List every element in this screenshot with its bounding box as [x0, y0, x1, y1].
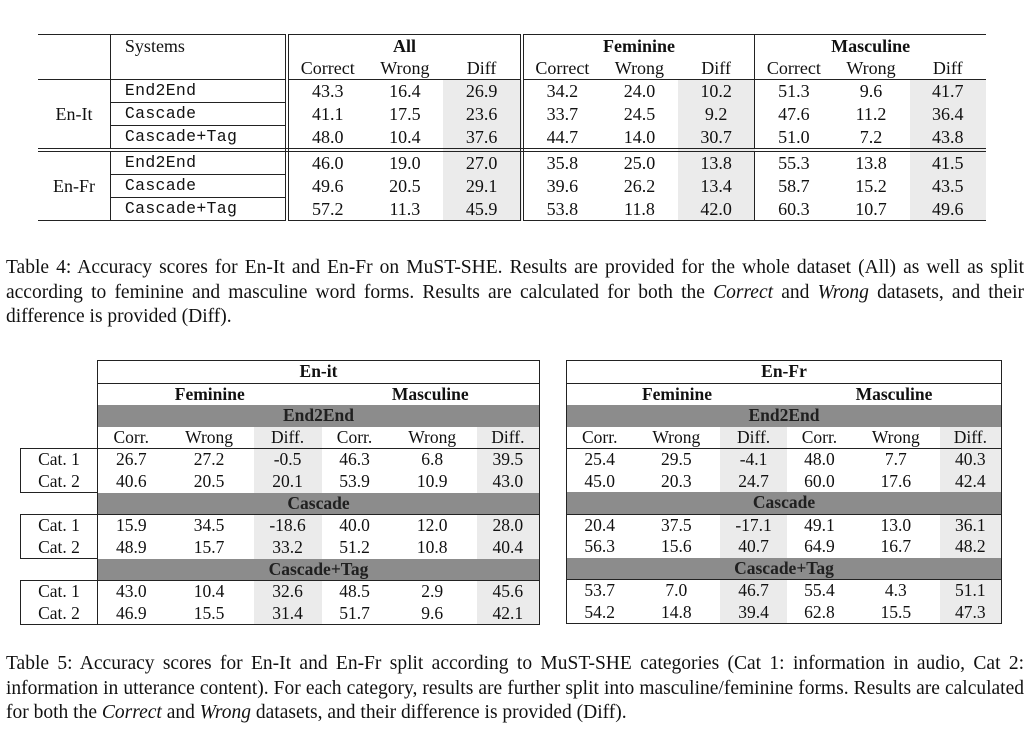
- table-row: [21, 515, 540, 537]
- value-cell: 40.3: [940, 449, 1002, 471]
- value-cell: 9.6: [833, 80, 910, 103]
- col-header: Wrong: [408, 426, 457, 447]
- value-cell: 36.1: [940, 514, 1002, 536]
- value-cell: 23.6: [443, 103, 521, 126]
- table-row: [38, 80, 986, 103]
- value-cell: 47.6: [778, 104, 810, 124]
- value-cell: 43.0: [477, 471, 540, 493]
- col-header: Corr.: [801, 426, 838, 447]
- value-cell: 15.9: [98, 515, 165, 537]
- section-name: Cascade+Tag: [98, 559, 540, 581]
- value-cell: 15.6: [660, 536, 692, 556]
- value-cell: 7.7: [852, 449, 940, 471]
- value-cell: 42.4: [940, 471, 1002, 493]
- value-cell: 13.4: [678, 175, 755, 198]
- table-row: [567, 449, 1002, 471]
- value-cell: 48.2: [940, 536, 1002, 558]
- value-cell: 26.2: [623, 176, 656, 196]
- value-cell: 16.4: [366, 80, 443, 103]
- value-cell: 15.5: [852, 602, 940, 624]
- value-cell: 15.7: [193, 536, 225, 557]
- value-cell: 19.0: [389, 153, 421, 174]
- value-cell: 57.2: [287, 198, 366, 221]
- value-cell: 37.6: [443, 126, 521, 151]
- value-cell: 6.8: [388, 449, 477, 471]
- col-header: Wrong: [652, 426, 701, 447]
- table-row: [21, 471, 540, 493]
- value-cell: 29.5: [632, 449, 720, 471]
- system-name: End2End: [110, 80, 287, 103]
- value-cell: 41.5: [910, 150, 987, 175]
- value-cell: 53.7: [567, 580, 633, 602]
- col-header-row: [21, 427, 540, 449]
- empty-cell: [38, 35, 110, 58]
- value-cell: 20.1: [254, 471, 322, 493]
- group-feminine-header: Feminine: [522, 35, 755, 58]
- section-name: Cascade+Tag: [567, 558, 1002, 580]
- group-feminine-header: Feminine: [567, 383, 787, 405]
- value-cell: 41.1: [312, 104, 344, 124]
- category-label: Cat. 1: [21, 515, 98, 537]
- value-cell: 10.2: [678, 80, 755, 103]
- caption-italic: Correct: [101, 702, 162, 723]
- caption-text: Table 5: Accuracy scores for En-It and En-Fr split according to MuST-SHE categories (Cat 1: information in audio, Cat 2: information in utterance content). For each category, results are further split into masculine/feminine forms. Results are calculated for both the: [6, 653, 1024, 723]
- value-cell: 2.9: [388, 581, 477, 603]
- section-band: [567, 558, 1002, 580]
- value-cell: 49.6: [312, 176, 344, 196]
- value-cell: 7.0: [632, 580, 720, 602]
- table-row: [38, 198, 986, 221]
- col-header: Diff: [932, 58, 963, 78]
- group-masculine-header: Masculine: [322, 383, 540, 405]
- value-cell: 10.9: [416, 470, 448, 491]
- caption-italic: Wrong: [199, 702, 252, 723]
- value-cell: 36.4: [910, 103, 987, 126]
- value-cell: 14.8: [632, 602, 720, 624]
- value-cell: 47.3: [940, 602, 1002, 624]
- col-header: Corr.: [336, 426, 373, 447]
- value-cell: 10.4: [366, 126, 443, 151]
- value-cell: 51.1: [940, 580, 1002, 602]
- system-name: Cascade+Tag: [110, 126, 287, 151]
- col-header: Diff.: [940, 427, 1002, 449]
- value-cell: 14.0: [601, 126, 678, 151]
- table-5-caption: [6, 652, 1024, 726]
- value-cell: 7.2: [833, 126, 910, 151]
- value-cell: 11.8: [601, 198, 678, 221]
- value-cell: 58.7: [778, 176, 810, 196]
- language-pair-label: En-It: [38, 80, 110, 151]
- table-row: [21, 603, 540, 625]
- caption-text: and: [773, 281, 818, 303]
- section-band: [21, 559, 540, 581]
- table-row: [567, 580, 1002, 602]
- value-cell: 37.5: [632, 514, 720, 536]
- col-header: Corr.: [567, 427, 633, 449]
- category-label: Cat. 2: [21, 603, 98, 625]
- value-cell: 10.4: [165, 581, 254, 603]
- value-cell: 30.7: [678, 126, 755, 151]
- section-band: [567, 492, 1002, 514]
- value-cell: 43.8: [910, 126, 987, 151]
- caption-text: datasets, and their difference is provided (Diff).: [251, 702, 627, 723]
- system-name: Cascade: [110, 175, 287, 198]
- value-cell: 29.1: [443, 175, 521, 198]
- table-row: [38, 103, 986, 126]
- caption-text: Table 4: Accuracy scores for En-It and En-Fr on MuST-SHE. Results are provided for the whole dataset (All) as well as split according to feminine and masculine word forms. Results are calculated for both the: [6, 257, 1024, 303]
- value-cell: 13.8: [678, 150, 755, 175]
- value-cell: 15.2: [855, 176, 887, 196]
- value-cell: 46.0: [312, 153, 344, 174]
- value-cell: 54.2: [567, 602, 633, 624]
- value-cell: 32.6: [254, 581, 322, 603]
- value-cell: 35.8: [546, 153, 579, 174]
- col-header: Wrong: [846, 58, 896, 78]
- table-row: [38, 126, 986, 151]
- col-header: Diff.: [254, 427, 322, 449]
- col-header: Correct: [766, 58, 821, 78]
- category-label: Cat. 2: [21, 537, 98, 559]
- col-header: Diff: [678, 57, 755, 80]
- col-header-row: [567, 427, 1002, 449]
- value-cell: 40.4: [477, 537, 540, 559]
- empty-cell: [21, 559, 98, 581]
- value-cell: 10.7: [833, 198, 910, 221]
- system-name: Cascade+Tag: [110, 198, 287, 221]
- col-header: Correct: [300, 58, 355, 78]
- empty-cell: [21, 493, 98, 515]
- value-cell: 40.0: [322, 515, 388, 537]
- value-cell: 48.9: [98, 537, 165, 559]
- value-cell: 55.3: [778, 153, 810, 174]
- table-row: [38, 150, 986, 175]
- value-cell: 60.3: [755, 198, 833, 221]
- table-4-group-header: [38, 35, 986, 58]
- group-all-header: All: [287, 35, 522, 58]
- value-cell: 45.0: [567, 471, 633, 493]
- table-row: [567, 471, 1002, 493]
- table-row: [567, 514, 1002, 536]
- col-header: Wrong: [185, 426, 234, 447]
- value-cell: 24.7: [720, 471, 787, 493]
- value-cell: 10.8: [416, 536, 448, 557]
- language-pair-label: En-Fr: [38, 150, 110, 221]
- value-cell: 39.4: [720, 602, 787, 624]
- value-cell: 64.9: [804, 536, 835, 556]
- value-cell: 46.9: [98, 603, 165, 625]
- value-cell: 43.0: [98, 581, 165, 603]
- value-cell: -0.5: [254, 449, 322, 471]
- empty-cell: [21, 383, 98, 405]
- value-cell: 40.6: [98, 471, 165, 493]
- value-cell: 45.9: [443, 198, 521, 221]
- category-label: Cat. 1: [21, 449, 98, 471]
- category-label: Cat. 1: [21, 581, 98, 603]
- category-label: Cat. 2: [21, 471, 98, 493]
- value-cell: 13.8: [855, 153, 887, 174]
- table-4-col-header: [38, 57, 986, 80]
- system-name: End2End: [110, 150, 287, 175]
- table-row: [21, 537, 540, 559]
- value-cell: 20.5: [389, 176, 421, 196]
- col-header: Correct: [535, 58, 590, 78]
- value-cell: 20.5: [193, 470, 225, 491]
- value-cell: 43.3: [287, 80, 366, 103]
- value-cell: 40.7: [720, 536, 787, 558]
- value-cell: 24.0: [601, 80, 678, 103]
- value-cell: 39.6: [546, 176, 579, 196]
- value-cell: 51.0: [755, 126, 833, 151]
- empty-cell: [21, 405, 98, 427]
- value-cell: 4.3: [852, 580, 940, 602]
- language-title: En-Fr: [567, 361, 1002, 384]
- value-cell: 20.4: [567, 514, 633, 536]
- table-4: [38, 34, 986, 221]
- title-row: [567, 361, 1002, 384]
- value-cell: 16.7: [880, 536, 912, 556]
- group-masculine-header: Masculine: [787, 383, 1002, 405]
- group-masculine-header: Masculine: [755, 35, 986, 58]
- value-cell: 26.7: [98, 449, 165, 471]
- caption-italic: Wrong: [817, 281, 869, 303]
- value-cell: 24.5: [623, 104, 656, 124]
- value-cell: 33.2: [254, 537, 322, 559]
- value-cell: 39.5: [477, 449, 540, 471]
- section-band: [21, 493, 540, 515]
- value-cell: 25.0: [623, 153, 656, 174]
- value-cell: 43.5: [910, 175, 987, 198]
- value-cell: 48.0: [787, 449, 852, 471]
- section-name: Cascade: [567, 492, 1002, 514]
- value-cell: 51.3: [755, 80, 833, 103]
- empty-cell: [21, 361, 98, 384]
- col-header: Wrong: [871, 426, 920, 447]
- value-cell: 27.0: [443, 150, 521, 175]
- value-cell: 26.9: [443, 80, 521, 103]
- value-cell: 46.7: [720, 580, 787, 602]
- value-cell: 41.7: [910, 80, 987, 103]
- group-row: [21, 383, 540, 405]
- value-cell: 20.3: [660, 470, 692, 491]
- col-header: Diff: [443, 57, 521, 80]
- section-name: End2End: [567, 405, 1002, 427]
- value-cell: 51.7: [322, 603, 388, 625]
- empty-cell: [21, 427, 98, 449]
- value-cell: 51.2: [339, 536, 370, 557]
- value-cell: 48.0: [287, 126, 366, 151]
- value-cell: 11.3: [366, 198, 443, 221]
- value-cell: 53.8: [522, 198, 601, 221]
- value-cell: 13.0: [852, 514, 940, 536]
- value-cell: 55.4: [787, 580, 852, 602]
- table-row: [567, 536, 1002, 558]
- value-cell: 33.7: [546, 104, 579, 124]
- value-cell: 42.1: [477, 603, 540, 625]
- value-cell: 11.2: [855, 104, 887, 124]
- caption-italic: Correct: [713, 281, 774, 303]
- systems-header: Systems: [110, 35, 287, 58]
- value-cell: 34.2: [522, 80, 601, 103]
- title-row: [21, 361, 540, 384]
- value-cell: 31.4: [254, 603, 322, 625]
- value-cell: 17.5: [389, 104, 421, 124]
- section-name: Cascade: [98, 493, 540, 515]
- empty-cell: [110, 57, 287, 80]
- section-name: End2End: [98, 405, 540, 427]
- value-cell: 15.5: [165, 603, 254, 625]
- value-cell: 48.5: [322, 581, 388, 603]
- col-header: Diff.: [477, 427, 540, 449]
- group-feminine-header: Feminine: [98, 383, 322, 405]
- section-band: [567, 405, 1002, 427]
- col-header: Diff.: [720, 427, 787, 449]
- value-cell: 56.3: [567, 536, 633, 558]
- value-cell: 53.9: [339, 470, 370, 491]
- language-title: En-it: [98, 361, 540, 384]
- value-cell: -18.6: [254, 515, 322, 537]
- caption-text: datasets, and their difference is provided (Diff).: [6, 281, 1024, 327]
- table-4-body: [38, 80, 986, 221]
- value-cell: 9.6: [388, 603, 477, 625]
- system-name: Cascade: [110, 103, 287, 126]
- value-cell: 12.0: [388, 515, 477, 537]
- value-cell: 17.6: [880, 470, 912, 491]
- value-cell: 45.6: [477, 581, 540, 603]
- table-5-en-it: [20, 360, 540, 625]
- value-cell: 42.0: [678, 198, 755, 221]
- col-header: Corr.: [98, 427, 165, 449]
- value-cell: 49.1: [787, 514, 852, 536]
- col-header: Wrong: [614, 58, 665, 78]
- empty-cell: [38, 57, 110, 80]
- value-cell: 62.8: [787, 602, 852, 624]
- table-4-caption: [6, 256, 1024, 330]
- table-row: [21, 449, 540, 471]
- caption-text: and: [161, 702, 200, 723]
- value-cell: 44.7: [522, 126, 601, 151]
- value-cell: 34.5: [165, 515, 254, 537]
- group-row: [567, 383, 1002, 405]
- table-row: [21, 581, 540, 603]
- value-cell: 27.2: [165, 449, 254, 471]
- value-cell: 46.3: [322, 449, 388, 471]
- value-cell: 28.0: [477, 515, 540, 537]
- value-cell: 9.2: [678, 103, 755, 126]
- value-cell: -17.1: [720, 514, 787, 536]
- value-cell: 60.0: [804, 470, 835, 491]
- value-cell: 25.4: [567, 449, 633, 471]
- col-header: Wrong: [380, 58, 430, 78]
- table-row: [38, 175, 986, 198]
- value-cell: -4.1: [720, 449, 787, 471]
- table-row: [567, 602, 1002, 624]
- section-band: [21, 405, 540, 427]
- value-cell: 49.6: [910, 198, 987, 221]
- table-5-en-fr: [566, 360, 1002, 624]
